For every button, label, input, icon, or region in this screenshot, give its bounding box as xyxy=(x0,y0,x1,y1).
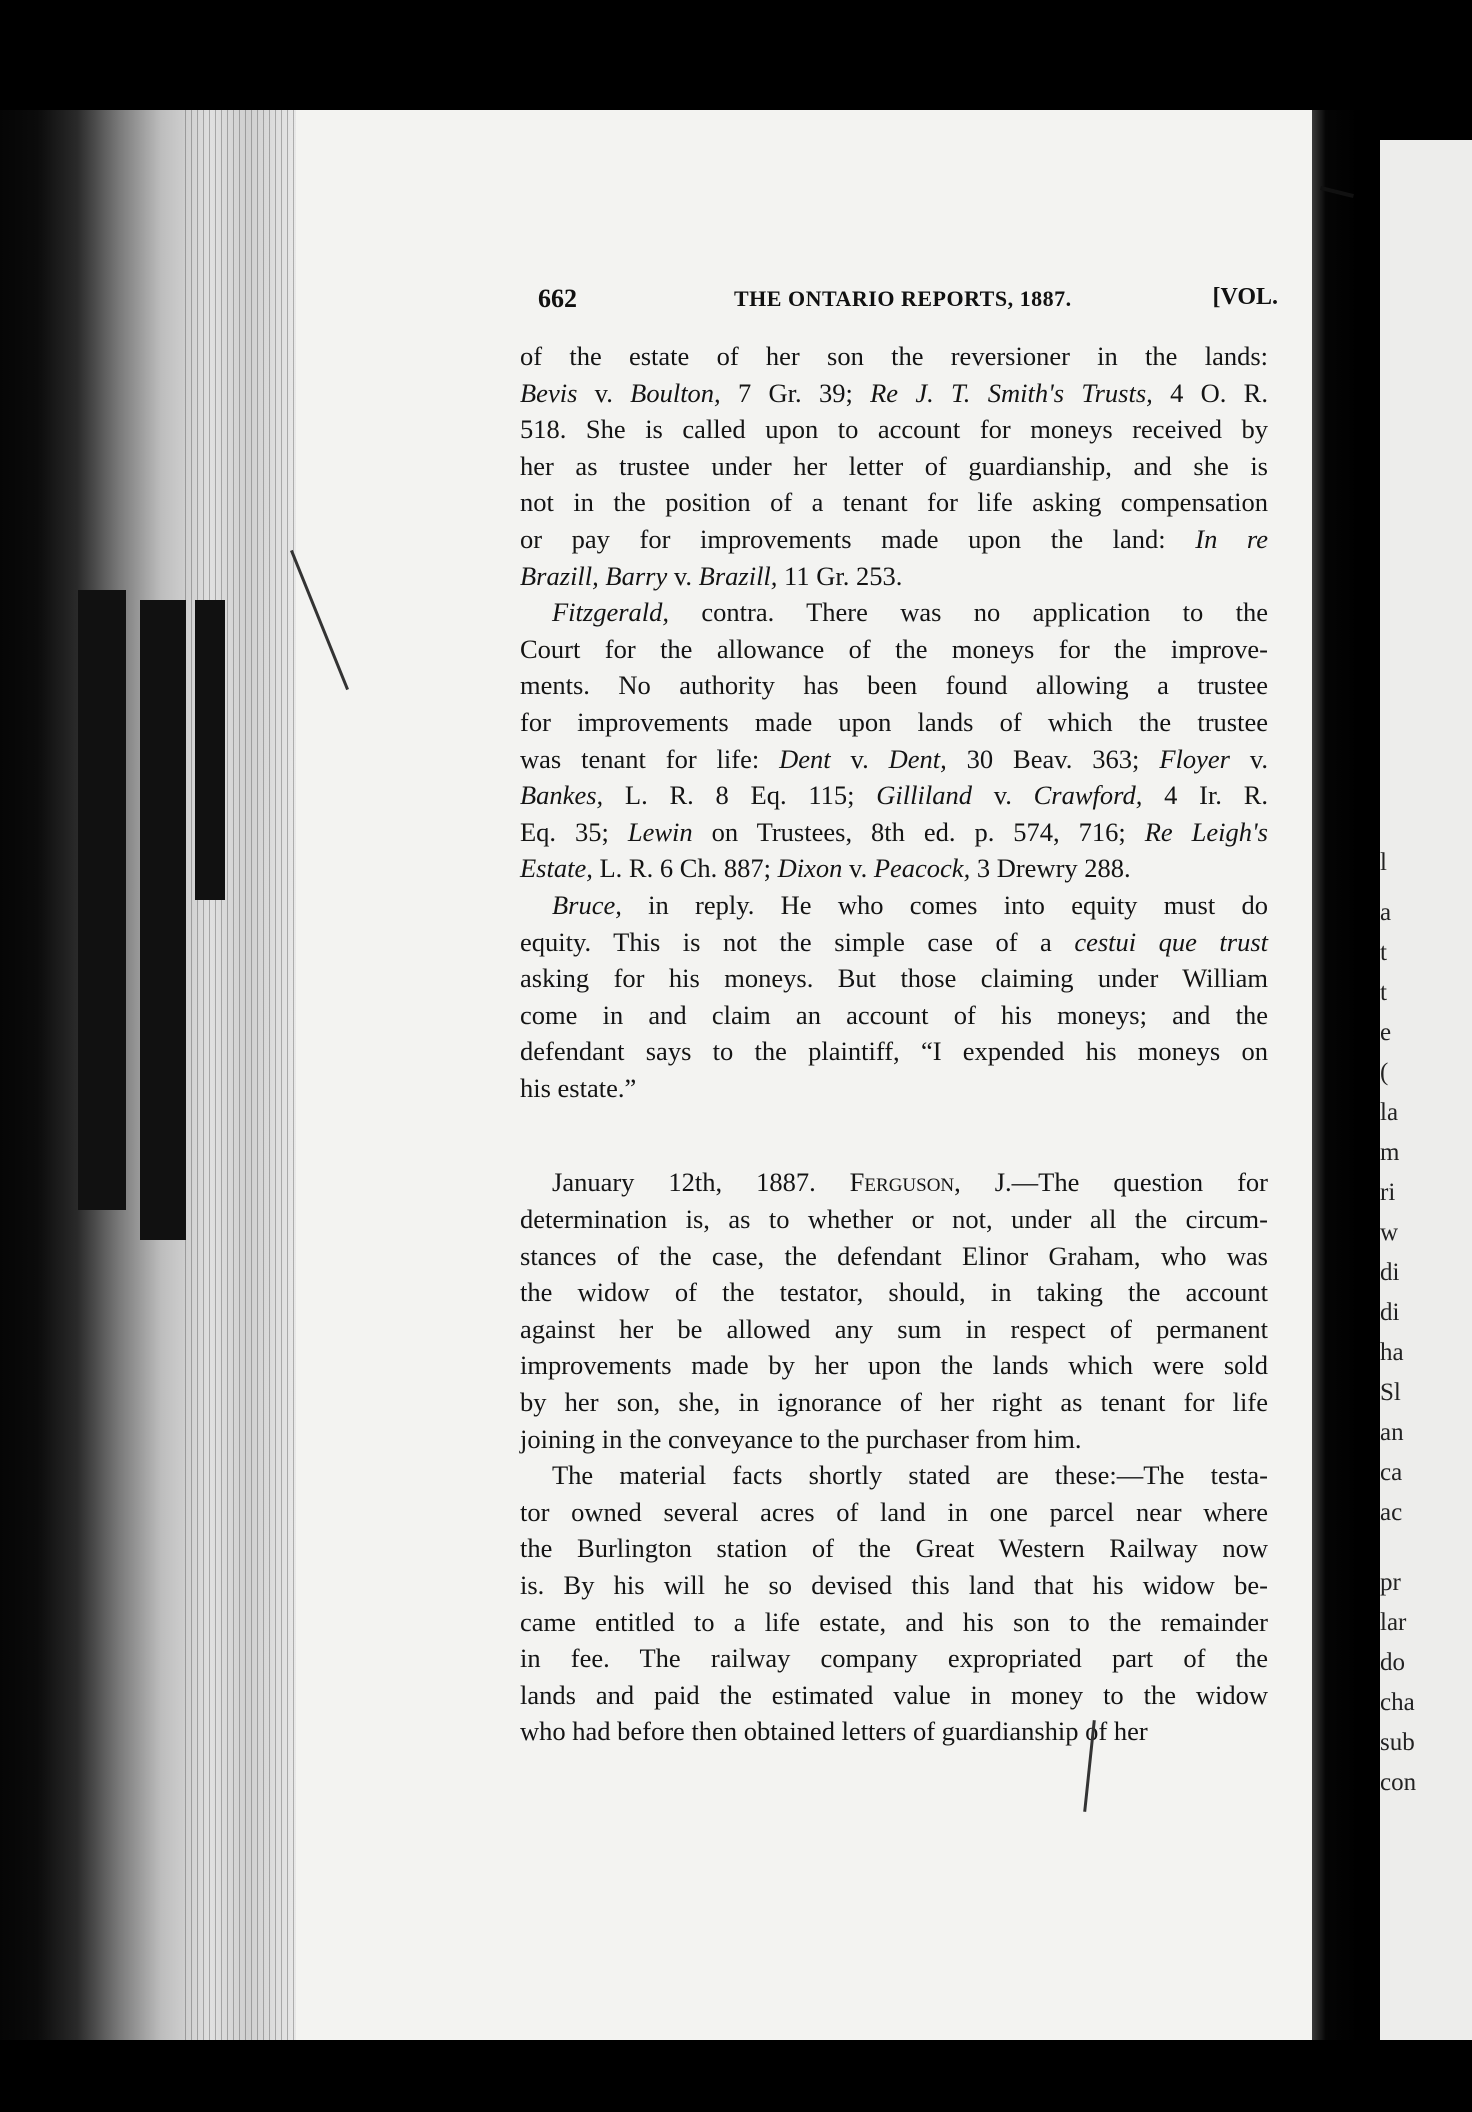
paragraph-gap xyxy=(520,1106,1268,1164)
text-line xyxy=(520,521,1268,558)
text-run: v. xyxy=(1229,743,1269,774)
text-run: who had before then obtained letters of guardianship of her xyxy=(520,1716,1148,1747)
adjacent-page-fragment: m xyxy=(1380,1139,1400,1166)
adjacent-page-fragment: sub xyxy=(1380,1729,1415,1756)
text-line xyxy=(520,1604,1268,1641)
text-run: asking for his moneys. But those claiming under William xyxy=(520,963,1268,994)
text-run: his estate.” xyxy=(520,1072,637,1103)
text-line xyxy=(520,1421,1268,1458)
adjacent-page-fragment: pr xyxy=(1380,1569,1401,1596)
text-line xyxy=(520,558,1268,595)
text-run: Court for the allowance of the moneys for the improve- xyxy=(520,633,1268,664)
spine-label-mark xyxy=(140,600,186,1240)
text-run: contra. There was no application to the xyxy=(669,597,1268,628)
text-line xyxy=(520,1033,1268,1070)
text-line xyxy=(520,1530,1268,1567)
page-number: 662 xyxy=(538,284,577,313)
adjacent-page-fragment: lar xyxy=(1380,1609,1407,1636)
adjacent-page-fragment: ri xyxy=(1380,1179,1396,1206)
italic-citation: Estate, xyxy=(520,853,593,884)
text-run: not in the position of a tenant for life asking compensation xyxy=(520,487,1268,518)
adjacent-page-fragment: di xyxy=(1380,1299,1400,1326)
text-line xyxy=(520,1274,1268,1311)
text-run: 30 Beav. 363; xyxy=(946,743,1160,774)
italic-citation: Re J. T. Smith's Trusts, xyxy=(870,377,1153,408)
spine-label-mark xyxy=(78,590,126,1210)
text-run: Eq. 35; xyxy=(520,816,628,847)
text-run: on Trustees, 8th ed. p. 574, 716; xyxy=(692,816,1145,847)
text-line xyxy=(520,1201,1268,1238)
italic-citation: Dixon xyxy=(777,853,843,884)
text-line xyxy=(520,1494,1268,1531)
adjacent-page-fragment: do xyxy=(1380,1649,1405,1676)
text-run: come in and claim an account of his moneys; and the xyxy=(520,999,1268,1030)
text-run: v. xyxy=(667,560,699,591)
text-line xyxy=(520,594,1268,631)
text-run: is. By his will he so devised this land that his widow be- xyxy=(520,1570,1268,1600)
text-line xyxy=(520,667,1268,704)
text-run: 7 Gr. 39; xyxy=(720,377,871,408)
adjacent-page-fragment: di xyxy=(1380,1259,1400,1286)
text-run: 3 Drewry 288. xyxy=(970,853,1131,884)
text-line xyxy=(520,960,1268,997)
adjacent-page-fragment: ( xyxy=(1380,1059,1389,1086)
text-run: for improvements made upon lands of which the trustee xyxy=(520,706,1268,737)
adjacent-page-fragment: la xyxy=(1380,1099,1399,1126)
text-line xyxy=(520,741,1268,778)
text-line xyxy=(520,1713,1268,1750)
italic-citation: Brazill, Barry xyxy=(520,560,668,591)
text-run: ments. No authority has been found allowing a trustee xyxy=(520,670,1268,701)
text-run: determination is, as to whether or not, under all the circum- xyxy=(520,1204,1268,1235)
text-run: came entitled to a life estate, and his son to the remainder xyxy=(520,1606,1268,1637)
adjacent-page-fragment: con xyxy=(1380,1769,1417,1796)
italic-citation: Bevis xyxy=(520,377,578,408)
text-line xyxy=(520,1677,1268,1714)
italic-citation: Gilliland xyxy=(876,780,972,811)
italic-citation: Peacock, xyxy=(873,853,971,884)
adjacent-page-fragment: cha xyxy=(1380,1689,1415,1716)
adjacent-page-fragment: ha xyxy=(1380,1339,1404,1366)
adjacent-page-fragment: l xyxy=(1380,849,1387,876)
italic-citation: Brazill, xyxy=(698,560,778,591)
text-line xyxy=(520,1070,1268,1107)
text-line xyxy=(520,1311,1268,1348)
text-run: 4 O. R. xyxy=(1152,377,1268,408)
text-line xyxy=(520,375,1268,412)
text-run: of the estate of her son the reversioner in the lands: xyxy=(520,341,1268,371)
text-run: the widow of the testator, should, in taking the account xyxy=(520,1277,1268,1308)
text-run: January 12th, 1887. xyxy=(552,1167,850,1198)
text-line xyxy=(520,1238,1268,1275)
text-line xyxy=(520,484,1268,521)
adjacent-page-fragment: t xyxy=(1380,979,1387,1006)
text-run: J.—The question for xyxy=(960,1167,1268,1198)
text-run: by her son, she, in ignorance of her right as tenant for life xyxy=(520,1387,1268,1418)
text-run: L. R. 6 Ch. 887; xyxy=(592,853,778,884)
text-line xyxy=(520,448,1268,485)
text-run: or pay for improvements made upon the land: xyxy=(520,523,1196,554)
text-line xyxy=(520,1567,1268,1604)
adjacent-page-fragment: an xyxy=(1380,1419,1404,1446)
italic-citation: cestui que trust xyxy=(1074,926,1268,957)
italic-citation: Dent, xyxy=(888,743,947,774)
text-line xyxy=(520,997,1268,1034)
text-run: defendant says to the plaintiff, “I expended his moneys on xyxy=(520,1036,1268,1067)
text-run: the Burlington station of the Great Western Railway now xyxy=(520,1533,1268,1564)
text-line xyxy=(520,1384,1268,1421)
text-line xyxy=(520,777,1268,814)
text-run: her as trustee under her letter of guardianship, and she is xyxy=(520,450,1268,481)
adjacent-page-fragment: ca xyxy=(1380,1459,1403,1486)
italic-citation: Bankes, xyxy=(520,780,604,811)
text-run: in reply. He who comes into equity must do xyxy=(621,889,1268,920)
text-line xyxy=(520,1640,1268,1677)
text-run: stances of the case, the defendant Elinor Graham, who was xyxy=(520,1240,1268,1271)
text-run: Ferguson, xyxy=(849,1167,961,1198)
adjacent-page-fragment: ac xyxy=(1380,1499,1403,1526)
text-run: tor owned several acres of land in one parcel near where xyxy=(520,1496,1268,1527)
text-run: equity. This is not the simple case of a xyxy=(520,926,1075,957)
text-run: 4 Ir. R. xyxy=(1142,780,1268,811)
text-run: lands and paid the estimated value in money to the widow xyxy=(520,1679,1268,1710)
text-line xyxy=(520,1457,1268,1494)
volume-marker: [VOL. xyxy=(1212,284,1278,310)
text-run: 518. She is called upon to account for moneys received by xyxy=(520,414,1268,445)
italic-citation: Re Leigh's xyxy=(1144,816,1268,847)
text-line xyxy=(520,338,1268,375)
text-line xyxy=(520,850,1268,887)
text-line xyxy=(520,704,1268,741)
italic-citation: In re xyxy=(1195,523,1268,554)
running-head: THE ONTARIO REPORTS, 1887. xyxy=(734,286,1072,311)
text-run: 11 Gr. 253. xyxy=(777,560,903,591)
adjacent-page-fragment: a xyxy=(1380,899,1392,926)
text-line xyxy=(520,1347,1268,1384)
text-line xyxy=(520,631,1268,668)
adjacent-page-fragment: Sl xyxy=(1380,1379,1401,1406)
text-line xyxy=(520,887,1268,924)
text-run: improvements made by her upon the lands which were sold xyxy=(520,1350,1268,1381)
adjacent-page xyxy=(1380,140,1472,2040)
text-line xyxy=(520,411,1268,448)
text-run: in fee. The railway company expropriated part of the xyxy=(520,1643,1268,1674)
text-run: v. xyxy=(842,853,874,884)
text-run: joining in the conveyance to the purchaser from him. xyxy=(520,1423,1082,1454)
page-header xyxy=(538,284,1278,324)
italic-citation: Fitzgerald, xyxy=(552,597,670,628)
text-run: L. R. 8 Eq. 115; xyxy=(603,780,877,811)
text-run: against her be allowed any sum in respect of permanent xyxy=(520,1313,1268,1344)
italic-citation: Boulton, xyxy=(630,377,721,408)
book-gutter xyxy=(1312,110,1358,2040)
text-run: v. xyxy=(830,743,889,774)
adjacent-page-fragment: w xyxy=(1380,1219,1399,1246)
text-run: v. xyxy=(577,377,631,408)
adjacent-page-fragment: e xyxy=(1380,1019,1392,1046)
italic-citation: Dent xyxy=(779,743,831,774)
page-edge-lines xyxy=(185,110,310,2040)
italic-citation: Lewin xyxy=(627,816,693,847)
spine-label-mark xyxy=(195,600,225,900)
italic-citation: Floyer xyxy=(1159,743,1230,774)
text-run: was tenant for life: xyxy=(520,743,780,774)
text-line xyxy=(520,1164,1268,1201)
text-line xyxy=(520,814,1268,851)
text-run: The material facts shortly stated are these:—The testa- xyxy=(552,1460,1268,1491)
italic-citation: Crawford, xyxy=(1033,780,1143,811)
text-line xyxy=(520,924,1268,961)
body-text xyxy=(520,338,1268,1750)
text-run: v. xyxy=(971,780,1034,811)
italic-citation: Bruce, xyxy=(552,889,622,920)
adjacent-page-fragment: t xyxy=(1380,939,1387,966)
